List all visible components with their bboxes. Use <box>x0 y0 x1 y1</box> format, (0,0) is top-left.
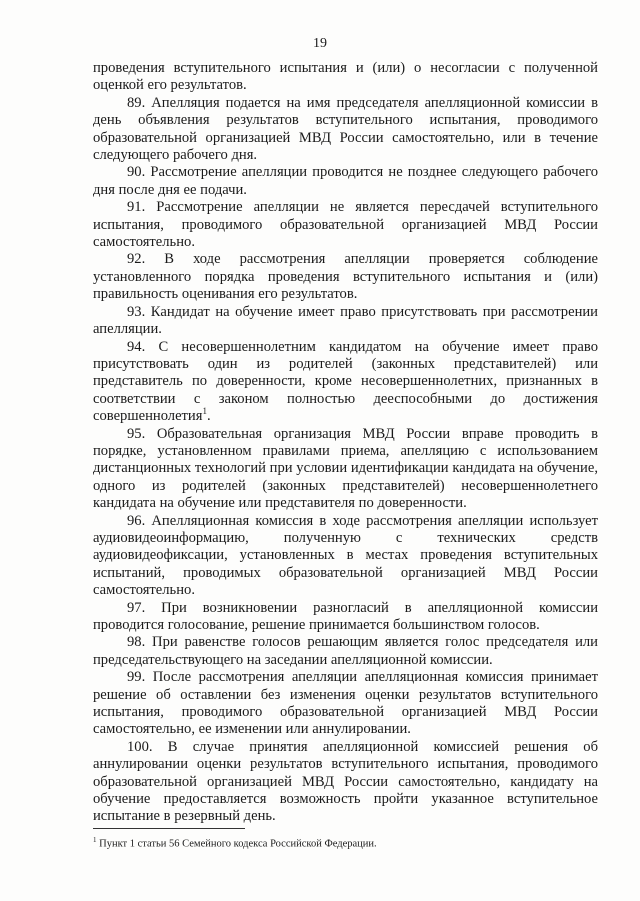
paragraph-94: 94. С несовершеннолетним кандидатом на обучение имеет право присутствовать один из родителей (законных представителей) или представитель по доверенности, кроме несовершеннолетних, признанных в соответствии с законом полностью дееспособными до достижения совершеннолетия$^1$. <box>93 338 598 425</box>
paragraph-97: 97. При возникновении разногласий в апелляционной комиссии проводится голосование, решение принимается большинством голосов. <box>93 599 598 633</box>
footnote-text: Пункт 1 статьи 56 Семейного кодекса Российской Федерации. <box>99 838 377 850</box>
paragraph-90: 90. Рассмотрение апелляции проводится не позднее следующего рабочего дня после дня ее подачи. <box>93 164 598 198</box>
paragraph-89: 89. Апелляция подается на имя председателя апелляционной комиссии в день объявления результатов вступительного испытания, проводимого образовательной организацией МВД России самостоятельно, или в течение следующего рабочего дня. <box>93 94 598 164</box>
paragraph-94-text: 94. С несовершеннолетним кандидатом на обучение имеет право присутствовать один из родителей (законных представителей) или представитель по доверенности, кроме несовершеннолетних, признанных в соответствии с законом полностью дееспособными до достижения совершеннолетия <box>93 338 598 425</box>
footnote-marker: 1 <box>93 836 97 844</box>
page-number: 19 <box>313 36 327 51</box>
paragraph-99: 99. После рассмотрения апелляции апелляционная комиссия принимает решение об оставлении без изменения оценки результатов вступительного испытания, проводимого образовательной организацией МВД России самостоятельно, ее изменении или аннулировании. <box>93 669 598 738</box>
paragraph-96: 96. Апелляционная комиссия в ходе рассмотрения апелляции использует аудиовидеоинформацию, полученную с технических средств аудиовидеофиксации, установленных в местах проведения вступительных испытаний, проводимых образовательной организацией МВД России самостоятельно. <box>93 512 598 599</box>
document-body <box>93 60 598 826</box>
paragraph-92: 92. В ходе рассмотрения апелляции проверяется соблюдение установленного порядка проведения вступительного испытания и (или) правильность оценивания его результатов. <box>93 251 598 303</box>
continuation-text: проведения вступительного испытания и (или) о несогласии с полученной оценкой его результатов. <box>93 60 598 94</box>
footnote-divider <box>93 828 245 829</box>
footnote-reference: 1 <box>202 406 207 417</box>
paragraph-93: 93. Кандидат на обучение имеет право присутствовать при рассмотрении апелляции. <box>93 303 598 338</box>
paragraph-91: 91. Рассмотрение апелляции не является пересдачей вступительного испытания, проводимого образовательной организацией МВД России самостоятельно. <box>93 199 598 251</box>
paragraph-98: 98. При равенстве голосов решающим является голос председателя или председательствующего на заседании апелляционной комиссии. <box>93 634 598 668</box>
paragraph-100: 100. В случае принятия апелляционной комиссией решения об аннулировании оценки результатов вступительного испытания, проводимого образовательной организацией МВД России самостоятельно, кандидату на обучение предоставляется возможность пройти указанное вступительное испытание в резервный день. <box>93 738 598 825</box>
footnote <box>93 834 598 851</box>
paragraph-95: 95. Образовательная организация МВД России вправе проводить в порядке, установленном правилами приема, апелляцию с использованием дистанционных технологий при условии идентификации кандидата на обучение, одного из родителей (законных представителей) несовершеннолетнего кандидата на обучение или представителя по доверенности. <box>93 425 598 512</box>
